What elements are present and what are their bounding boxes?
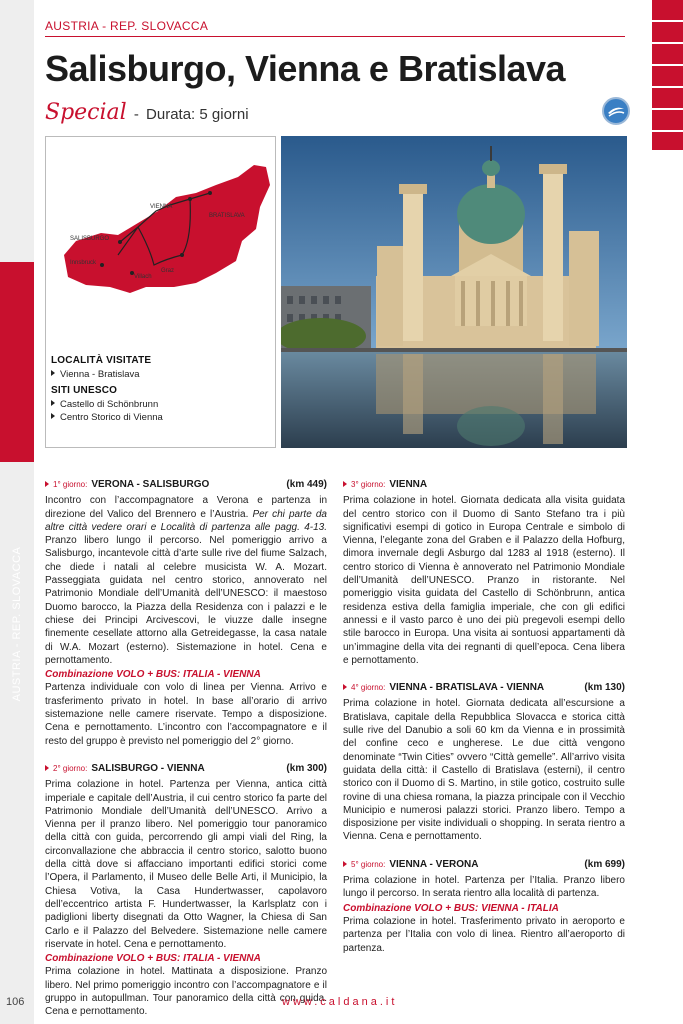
bullet-triangle-icon: [343, 861, 347, 867]
section-label: AUSTRIA - REP. SLOVACCA: [45, 19, 209, 33]
bullet-triangle-icon: [51, 400, 55, 406]
map-label-innsbruck: Innsbruck: [70, 260, 97, 266]
page-title: Salisburgo, Vienna e Bratislava: [45, 48, 566, 89]
day-distance: (km 300): [286, 762, 327, 774]
day-label: 4° giorno:: [351, 683, 386, 693]
day-label: 5° giorno:: [351, 859, 386, 869]
stop-innsbruck: [100, 263, 104, 267]
stop-vienna: [188, 197, 192, 201]
sidebar-section-tab: [0, 262, 34, 702]
website-link[interactable]: www.caldana.it: [282, 996, 398, 1008]
combo-title: Combinazione VOLO + BUS: VIENNA - ITALIA: [343, 902, 559, 914]
day-route: VIENNA: [389, 479, 428, 490]
map-label-vienna: VIENNA: [150, 204, 173, 210]
day-header: [343, 681, 625, 694]
left-sidebar: [0, 0, 34, 1024]
subtitle: [45, 100, 249, 125]
combo-title: Combinazione VOLO + BUS: ITALIA - VIENNA: [45, 953, 261, 965]
bullet-triangle-icon: [51, 370, 55, 376]
combo-description: Partenza individuale con volo di linea per Vienna. Arrivo e trasferimento privato in hotel. In base all’orario di arrivo sistemazione nelle camere riservate. Tempo a disposizione. Cena e pernottamento. L’incontro con l’accompagnatore e il resto del gruppo è previsto nel pomeriggio del 2° giorno.: [45, 682, 327, 747]
day-description: Incontro con l’accompagnatore a Verona e partenza in direzione del Valico del Brennero e l’Austria. Per chi parte da altre città vedere orari e Località di partenza alle pagg. 4-13. Pranzo libero lungo il percorso. Nel pomeriggio arrivo a Salisburgo, incantevole città d’arte sulle rive del fiume Salzach, che diede i natali al celebre musicista W. A. Mozart. Passeggiata guidata nel centro storico, annoverato nel Patrimonio Mondiale dell’Umanità dell’UNESCO: il maestoso Duomo barocco, la Piazza della Residenza con i palazzi e le chiese dei Principi Arcivescovi, le viuzze dalle insegne finemente cesellate attorno alla Getreidegasse, la casa natale di W.A. Mozart (esterno). Sistemazione in hotel. Cena e pernottamento.: [45, 495, 327, 666]
map-label-graz: Graz: [161, 268, 175, 274]
day-2: [45, 762, 327, 1019]
day-route: SALISBURGO - VIENNA: [91, 762, 205, 774]
day-label: 2° giorno:: [53, 763, 88, 773]
unesco-item: Centro Storico di Vienna: [51, 412, 271, 423]
combo-description: Prima colazione in hotel. Mattinata a disposizione. Pranzo libero. Nel primo pomeriggio incontro con l’accompagnatore e il gruppo in autopullman. Tour panoramico della città con guida. Cena e pernottamento.: [45, 966, 327, 1018]
bullet-triangle-icon: [343, 481, 347, 487]
route-map: [45, 136, 276, 448]
visited-title: LOCALITÀ VISITATE: [51, 355, 152, 366]
map-label-bratislava: BRATISLAVA: [209, 213, 245, 219]
day-label: 3° giorno:: [351, 480, 386, 489]
day-header: [343, 478, 625, 491]
map-label-villach: Villach: [134, 274, 152, 280]
day-header: [343, 858, 625, 871]
special-tag: Special: [45, 100, 127, 125]
day-route: VIENNA - VERONA: [389, 858, 479, 870]
day-header: [45, 478, 327, 491]
subtitle-dash: -: [133, 106, 139, 123]
stop-salisburgo: [118, 240, 122, 244]
unesco-item: Castello di Schönbrunn: [51, 399, 271, 410]
sidebar-section-label: AUSTRIA - REP. SLOVACCA: [11, 546, 23, 702]
day-5: [343, 858, 625, 955]
header-divider: [45, 36, 625, 37]
karlskirche-photo: [281, 136, 627, 448]
right-edge-tab: [652, 0, 683, 150]
combo-title: Combinazione VOLO + BUS: ITALIA - VIENNA: [45, 669, 261, 681]
special-badge-icon: [602, 97, 630, 125]
day-description: Prima colazione in hotel. Partenza per Vienna, antica città imperiale e capitale dell’Austria, il cui centro storico fa parte del Patrimonio Mondiale dell’Umanità dell’UNESCO. Arrivo a Vienna per il pranzo libero. Nel pomeriggio tour panoramico della città con guida, percorrendo gli ampi viali del Ring, la circonvallazione che abbraccia il centro storico, salotto buono della città dove si affacciano importanti edifici storici come l’Opera, il Parlamento, il Museo delle Belle Arti, il Municipio, la Chiesa Votiva, la Casa Hundertwasser, capolavoro dell’eccentrico artista F. Hundertwasser, la Karlsplatz con i padiglioni liberty disegnati da Otto Wagner, la Chiesa di San Carlo e il Palazzo del Belvedere. Sistemazione nelle camere riservate in hotel. Cena e pernottamento.: [45, 779, 327, 950]
stop-graz: [180, 253, 184, 257]
day-4: [343, 681, 625, 844]
map-label-salisburgo: SALISBURGO: [70, 236, 110, 242]
combo-description: Prima colazione in hotel. Trasferimento privato in aeroporto e partenza per l’Italia con volo di linea. Rientro all’aeroporto di partenza.: [343, 915, 625, 954]
itinerary-column-right: [343, 478, 625, 969]
page-number: 106: [6, 996, 25, 1008]
day-label: 1° giorno:: [53, 480, 88, 489]
duration-label: Durata:: [146, 106, 196, 123]
unesco-title: SITI UNESCO: [51, 385, 118, 396]
day-1: [45, 478, 327, 748]
duration-value: 5 giorni: [199, 106, 249, 123]
bullet-triangle-icon: [343, 684, 347, 690]
day-distance: (km 449): [286, 479, 327, 490]
bullet-triangle-icon: [45, 765, 49, 771]
swoosh-icon: [604, 99, 628, 123]
day-distance: (km 130): [584, 682, 625, 694]
info-box: [51, 355, 271, 425]
day-description: Prima colazione in hotel. Giornata dedicata all’escursione a Bratislava, capitale della Repubblica Slovacca e storica città sulle rive del Danubio a soli 60 km da Vienna e in prossimità del confine ceco e ungherese. Le due città vengono denominate “Twin Cities” ovvero “Città gemelle”. All’arrivo visita guidata della città: il Castello di Bratislava (esterni), il centro storico con il Duomo di S. Martino, in stile gotico, costruito sulle rovine di una chiesa romana, la piazza principale con il Vecchio Municipio e numerosi palazzi storici. Pranzo libero. Tempo a disposizione per visite individuali o shopping. In serata rientro a Vienna. Cena e pernottamento.: [343, 698, 625, 843]
day-route: VIENNA - BRATISLAVA - VIENNA: [389, 682, 545, 694]
day-header: [45, 762, 327, 775]
bullet-triangle-icon: [45, 481, 49, 487]
day-route: VERONA - SALISBURGO: [91, 479, 210, 490]
day-description: Prima colazione in hotel. Giornata dedicata alla visita guidata del centro storico con il Duomo di Santo Stefano tra i più significativi esempi di gotico in Europa Centrale e simbolo di Vienna, l’elegante zona del Graben e il Palazzo della Hofburg, dimora invernale degli Asburgo dal 1283 al 1918 (esterno). Il centro storico di Vienna è annoverato nel Patrimonio Mondiale dell’Umanità dell’UNESCO. Pranzo in ristorante. Nel pomeriggio visita guidata del Castello di Schönbrunn, antica residenza estiva della famiglia imperiale, che con gli edifici annessi e il vasto parco è uno dei più pregevoli esempi dello stile barocco in Europa. Una visita ai sontuosi appartamenti dà un’immagine della vita dei regnanti di quell’epoca. Cena libera e pernottamento.: [343, 495, 625, 666]
stop-bratislava: [208, 191, 212, 195]
visited-item: Vienna - Bratislava: [51, 369, 271, 380]
day-distance: (km 699): [584, 858, 625, 870]
day-description: Prima colazione in hotel. Partenza per l’Italia. Pranzo libero lungo il percorso. In serata rientro alla località di partenza.: [343, 875, 625, 900]
bullet-triangle-icon: [51, 413, 55, 419]
itinerary-column-left: [45, 478, 327, 1024]
day-3: [343, 478, 625, 667]
